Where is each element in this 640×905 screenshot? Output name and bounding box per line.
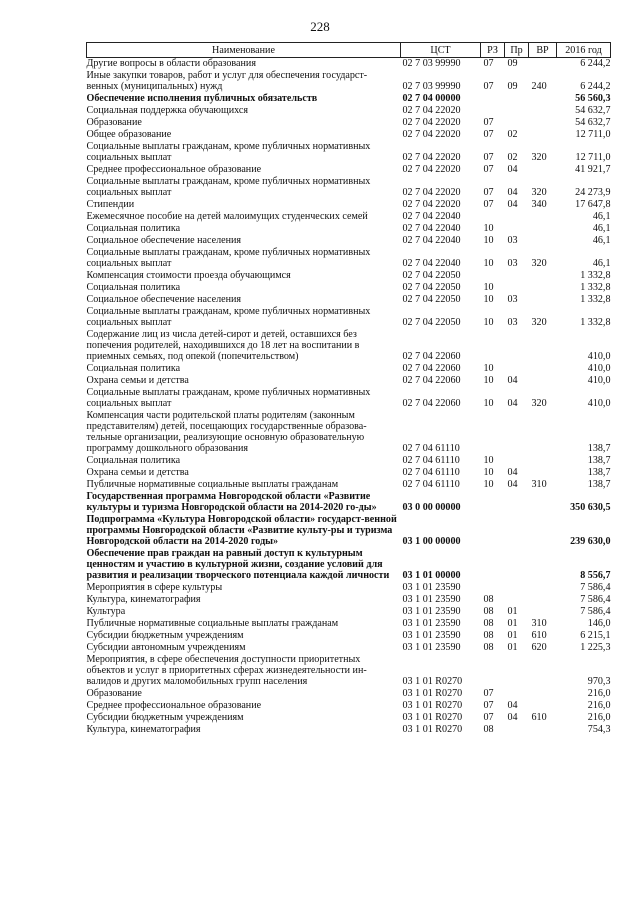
row-amount: 239 630,0 — [570, 536, 611, 547]
row-rz: 07 — [483, 712, 494, 723]
row-vr: 320 — [531, 258, 547, 269]
table-row — [87, 606, 611, 618]
table-row — [87, 211, 611, 223]
row-amount: 54 632,7 — [575, 105, 611, 116]
row-rz — [481, 491, 505, 514]
row-amount: 1 332,8 — [580, 294, 611, 305]
row-name: Государственная программа Новгородской области «Развитие культуры и туризма Новгородской области на 2014-2020 го-ды» — [86, 491, 377, 513]
row-vr — [529, 724, 557, 736]
row-code: 02 7 04 22020 — [402, 164, 461, 175]
row-rz — [481, 548, 505, 582]
row-pr — [505, 211, 529, 223]
row-pr — [505, 410, 529, 455]
row-pr: 04 — [507, 712, 518, 723]
row-vr: 310 — [531, 479, 547, 490]
table-row — [87, 594, 611, 606]
row-rz: 07 — [483, 117, 494, 128]
row-name: Ежемесячное пособие на детей малоимущих студенческих семей — [86, 211, 368, 222]
row-name: Образование — [86, 117, 142, 128]
row-name: Публичные нормативные социальные выплаты гражданам — [86, 479, 339, 490]
row-pr — [505, 594, 529, 606]
table-row — [87, 582, 611, 594]
row-code: 02 7 04 22020 — [402, 152, 461, 163]
row-pr: 04 — [507, 398, 518, 409]
row-name: Обеспечение прав граждан на равный доступ к культурным ценностям и участию в культурной жизни, создание условий для развития и реализации творческого потенциала каждой личности — [86, 548, 390, 581]
header-vr: ВР — [529, 43, 557, 58]
row-code: 02 7 04 22060 — [402, 375, 461, 386]
row-pr: 01 — [507, 630, 518, 641]
row-vr — [529, 329, 557, 363]
row-pr: 02 — [507, 152, 518, 163]
row-amount: 46,1 — [592, 223, 611, 234]
row-code: 02 7 04 22060 — [402, 351, 461, 362]
row-vr — [529, 164, 557, 176]
row-vr — [529, 58, 557, 71]
row-rz: 08 — [483, 606, 494, 617]
row-rz — [481, 514, 505, 548]
row-code: 03 1 01 R0270 — [402, 712, 463, 723]
row-rz — [481, 654, 505, 688]
table-row — [87, 294, 611, 306]
row-amount: 410,0 — [587, 398, 611, 409]
row-vr: 320 — [531, 398, 547, 409]
row-vr — [529, 129, 557, 141]
row-amount: 138,7 — [587, 467, 611, 478]
row-name: Социальная политика — [86, 282, 181, 293]
table-row — [87, 455, 611, 467]
row-name: Социальная политика — [86, 363, 181, 374]
row-amount: 970,3 — [587, 676, 611, 687]
row-amount: 1 332,8 — [580, 317, 611, 328]
row-name: Мероприятия в сфере культуры — [86, 582, 223, 593]
row-rz — [481, 211, 505, 223]
row-name: Культура, кинематография — [86, 724, 201, 735]
row-name: Культура, кинематография — [86, 594, 201, 605]
table-row — [87, 70, 611, 93]
row-pr: 04 — [507, 467, 518, 478]
row-pr — [505, 582, 529, 594]
row-rz: 07 — [483, 152, 494, 163]
row-pr — [505, 223, 529, 235]
row-amount: 138,7 — [587, 479, 611, 490]
row-amount: 146,0 — [587, 618, 611, 629]
row-rz: 10 — [483, 398, 494, 409]
row-amount: 8 556,7 — [580, 570, 611, 581]
row-rz: 07 — [483, 164, 494, 175]
table-row — [87, 141, 611, 164]
row-amount: 410,0 — [587, 351, 611, 362]
row-rz: 10 — [483, 235, 494, 246]
row-amount: 1 332,8 — [580, 282, 611, 293]
row-code: 03 1 01 23590 — [402, 618, 461, 629]
row-vr — [529, 117, 557, 129]
row-vr — [529, 514, 557, 548]
row-code: 02 7 04 22020 — [402, 117, 461, 128]
row-name: Социальные выплаты гражданам, кроме публичных нормативных социальных выплат — [86, 387, 371, 409]
row-name: Социальное обеспечение населения — [86, 235, 242, 246]
table-row — [87, 724, 611, 736]
header-amount: 2016 год — [557, 43, 611, 58]
row-code: 03 1 01 00000 — [402, 570, 461, 581]
row-code: 02 7 04 61110 — [402, 467, 460, 478]
row-vr — [529, 223, 557, 235]
page-number: 228 — [310, 19, 330, 34]
row-rz — [481, 270, 505, 282]
row-rz: 07 — [483, 199, 494, 210]
row-amount: 754,3 — [587, 724, 611, 735]
row-name: Публичные нормативные социальные выплаты гражданам — [86, 618, 339, 629]
table-header-row — [87, 43, 611, 58]
table-row — [87, 282, 611, 294]
row-vr — [529, 548, 557, 582]
row-code: 02 7 04 22020 — [402, 199, 461, 210]
row-pr — [505, 491, 529, 514]
row-code: 03 1 01 23590 — [402, 606, 461, 617]
row-name: Социальные выплаты гражданам, кроме публичных нормативных социальных выплат — [86, 141, 371, 163]
row-amount: 6 244,2 — [580, 81, 611, 92]
table-row — [87, 223, 611, 235]
row-code: 02 7 04 22060 — [402, 398, 461, 409]
row-vr — [529, 211, 557, 223]
row-code: 02 7 04 22040 — [402, 223, 461, 234]
row-vr: 310 — [531, 618, 547, 629]
table-row — [87, 363, 611, 375]
row-vr — [529, 654, 557, 688]
row-vr: 320 — [531, 317, 547, 328]
row-name: Субсидии автономным учреждениям — [86, 642, 246, 653]
row-code: 02 7 04 61110 — [402, 443, 460, 454]
table-row — [87, 306, 611, 329]
row-name: Субсидии бюджетным учреждениям — [86, 630, 244, 641]
row-name: Субсидии бюджетным учреждениям — [86, 712, 244, 723]
row-name: Обеспечение исполнения публичных обязательств — [86, 93, 318, 104]
row-rz: 10 — [483, 455, 494, 466]
row-amount: 56 560,3 — [575, 93, 611, 104]
row-code: 02 7 04 22040 — [402, 211, 461, 222]
row-pr — [505, 329, 529, 363]
row-name: Среднее профессиональное образование — [86, 164, 262, 175]
row-pr — [505, 282, 529, 294]
row-code: 02 7 03 99990 — [402, 81, 461, 92]
row-code: 03 1 00 00000 — [402, 536, 461, 547]
row-pr: 02 — [507, 129, 518, 140]
row-code: 02 7 04 61110 — [402, 479, 460, 490]
row-amount: 17 647,8 — [575, 199, 611, 210]
row-vr — [529, 93, 557, 105]
row-rz: 10 — [483, 375, 494, 386]
row-vr — [529, 410, 557, 455]
row-pr — [505, 455, 529, 467]
row-vr: 610 — [531, 712, 547, 723]
row-code: 02 7 04 22050 — [402, 294, 461, 305]
table-row — [87, 618, 611, 630]
row-name: Мероприятия, в сфере обеспечения доступности приоритетных объектов и услуг в приоритетных сферах жизнедеятельности ин-валидов и других маломобильных групп населения — [86, 654, 367, 687]
table-row — [87, 514, 611, 548]
header-rz: РЗ — [481, 43, 505, 58]
row-name: Содержание лиц из числа детей-сирот и детей, оставшихся без попечения родителей, находившихся до 18 лет на воспитании в приемных семьях, под опекой (попечительством) — [86, 329, 360, 362]
row-pr: 04 — [507, 479, 518, 490]
row-code: 02 7 04 00000 — [402, 93, 461, 104]
row-pr: 03 — [507, 317, 518, 328]
row-name: Охрана семьи и детства — [86, 375, 189, 386]
table-row — [87, 247, 611, 270]
row-vr — [529, 700, 557, 712]
row-vr — [529, 467, 557, 479]
table-row — [87, 654, 611, 688]
row-code: 03 1 01 R0270 — [402, 700, 463, 711]
row-rz: 08 — [483, 642, 494, 653]
row-rz: 08 — [483, 724, 494, 735]
row-vr: 340 — [531, 199, 547, 210]
row-rz: 10 — [483, 479, 494, 490]
row-code: 02 7 04 22020 — [402, 187, 461, 198]
row-pr: 03 — [507, 294, 518, 305]
row-rz: 07 — [483, 688, 494, 699]
table-row — [87, 491, 611, 514]
table-row — [87, 642, 611, 654]
table-row — [87, 375, 611, 387]
row-name: Социальная поддержка обучающихся — [86, 105, 249, 116]
table-row — [87, 93, 611, 105]
row-rz — [481, 329, 505, 363]
row-rz: 07 — [483, 187, 494, 198]
row-rz: 10 — [483, 363, 494, 374]
row-amount: 216,0 — [587, 700, 611, 711]
row-vr — [529, 235, 557, 247]
header-pr: Пр — [505, 43, 529, 58]
table-row — [87, 712, 611, 724]
row-rz: 10 — [483, 258, 494, 269]
table-row — [87, 117, 611, 129]
row-vr: 610 — [531, 630, 547, 641]
row-amount: 410,0 — [587, 375, 611, 386]
row-vr — [529, 363, 557, 375]
row-amount: 138,7 — [587, 443, 611, 454]
row-rz: 10 — [483, 317, 494, 328]
row-rz: 10 — [483, 467, 494, 478]
row-name: Компенсация части родительской платы родителям (законным представителям) детей, посещающих государственные образова-тельные организации, реализующие основную образовательную программу дошкольного образования — [86, 410, 367, 454]
row-pr — [505, 117, 529, 129]
row-rz — [481, 582, 505, 594]
row-amount: 46,1 — [592, 235, 611, 246]
table-row — [87, 235, 611, 247]
row-code: 02 7 04 22050 — [402, 317, 461, 328]
row-code: 02 7 04 22020 — [402, 105, 461, 116]
row-vr — [529, 491, 557, 514]
row-rz: 07 — [483, 58, 494, 69]
row-vr: 240 — [531, 81, 547, 92]
row-vr — [529, 455, 557, 467]
row-name: Социальные выплаты гражданам, кроме публичных нормативных социальных выплат — [86, 306, 371, 328]
row-code: 02 7 04 61110 — [402, 455, 460, 466]
header-code: ЦСТ — [401, 43, 481, 58]
row-amount: 7 586,4 — [580, 606, 611, 617]
row-name: Охрана семьи и детства — [86, 467, 189, 478]
table-row — [87, 630, 611, 642]
table-row — [87, 176, 611, 199]
table-row — [87, 479, 611, 491]
row-code: 02 7 04 22040 — [402, 258, 461, 269]
row-amount: 410,0 — [587, 363, 611, 374]
table-row — [87, 467, 611, 479]
row-rz — [481, 410, 505, 455]
row-amount: 24 273,9 — [575, 187, 611, 198]
row-rz — [481, 105, 505, 117]
row-amount: 350 630,5 — [570, 502, 611, 513]
row-pr: 01 — [507, 606, 518, 617]
row-vr — [529, 270, 557, 282]
row-amount: 7 586,4 — [580, 582, 611, 593]
row-vr — [529, 606, 557, 618]
row-name: Другие вопросы в области образования — [86, 58, 256, 69]
row-pr — [505, 93, 529, 105]
row-pr: 04 — [507, 375, 518, 386]
row-rz: 10 — [483, 282, 494, 293]
row-vr — [529, 375, 557, 387]
table-row — [87, 105, 611, 117]
row-code: 03 1 01 23590 — [402, 594, 461, 605]
table-row — [87, 410, 611, 455]
row-amount: 138,7 — [587, 455, 611, 466]
row-code: 03 1 01 23590 — [402, 630, 461, 641]
row-name: Культура — [86, 606, 126, 617]
row-vr — [529, 294, 557, 306]
table-row — [87, 700, 611, 712]
row-pr: 03 — [507, 235, 518, 246]
row-name: Социальное обеспечение населения — [86, 294, 242, 305]
row-amount: 216,0 — [587, 688, 611, 699]
row-amount: 54 632,7 — [575, 117, 611, 128]
row-code: 03 1 01 R0270 — [402, 688, 463, 699]
table-row — [87, 329, 611, 363]
row-rz: 10 — [483, 223, 494, 234]
row-name: Социальная политика — [86, 455, 181, 466]
row-amount: 1 225,3 — [580, 642, 611, 653]
row-pr: 04 — [507, 187, 518, 198]
row-code: 03 1 01 23590 — [402, 582, 461, 593]
row-vr: 320 — [531, 152, 547, 163]
row-vr: 620 — [531, 642, 547, 653]
row-name: Социальная политика — [86, 223, 181, 234]
row-vr — [529, 594, 557, 606]
row-pr: 03 — [507, 258, 518, 269]
row-vr — [529, 582, 557, 594]
row-pr — [505, 270, 529, 282]
row-amount: 1 332,8 — [580, 270, 611, 281]
row-rz — [481, 93, 505, 105]
row-name: Общее образование — [86, 129, 172, 140]
table-row — [87, 199, 611, 211]
table-row — [87, 129, 611, 141]
row-rz: 08 — [483, 630, 494, 641]
row-code: 02 7 04 22040 — [402, 235, 461, 246]
row-rz: 10 — [483, 294, 494, 305]
row-pr: 01 — [507, 618, 518, 629]
row-pr — [505, 548, 529, 582]
table-body — [87, 58, 611, 737]
table-row — [87, 387, 611, 410]
row-pr — [505, 514, 529, 548]
row-name: Социальные выплаты гражданам, кроме публичных нормативных социальных выплат — [86, 247, 371, 269]
row-vr — [529, 105, 557, 117]
table-row — [87, 548, 611, 582]
table-row — [87, 688, 611, 700]
table-row — [87, 58, 611, 71]
row-name: Иные закупки товаров, работ и услуг для обеспечения государст-венных (муниципальных) нужд — [86, 70, 368, 92]
row-vr — [529, 282, 557, 294]
row-name: Среднее профессиональное образование — [86, 700, 262, 711]
row-vr: 320 — [531, 187, 547, 198]
budget-table — [86, 42, 611, 736]
row-pr: 04 — [507, 199, 518, 210]
row-vr — [529, 688, 557, 700]
header-name: Наименование — [87, 43, 401, 58]
row-code: 02 7 04 22060 — [402, 363, 461, 374]
row-rz: 08 — [483, 618, 494, 629]
row-amount: 7 586,4 — [580, 594, 611, 605]
row-pr — [505, 724, 529, 736]
table-row — [87, 270, 611, 282]
row-rz: 07 — [483, 129, 494, 140]
row-code: 02 7 04 22020 — [402, 129, 461, 140]
row-code: 03 1 01 23590 — [402, 642, 461, 653]
row-code: 02 7 04 22050 — [402, 270, 461, 281]
row-name: Компенсация стоимости проезда обучающимся — [86, 270, 291, 281]
row-pr — [505, 654, 529, 688]
row-amount: 41 921,7 — [575, 164, 611, 175]
row-pr: 09 — [507, 58, 518, 69]
row-amount: 12 711,0 — [575, 129, 611, 140]
row-code: 02 7 04 22050 — [402, 282, 461, 293]
row-pr: 01 — [507, 642, 518, 653]
row-name: Социальные выплаты гражданам, кроме публичных нормативных социальных выплат — [86, 176, 371, 198]
row-pr — [505, 363, 529, 375]
row-pr: 04 — [507, 164, 518, 175]
row-amount: 46,1 — [592, 211, 611, 222]
row-rz: 08 — [483, 594, 494, 605]
row-name: Подпрограмма «Культура Новгородской области» государст-венной программы Новгородской области «Развитие культу-ры и туризма Новгородской области на 2014-2020 годы» — [86, 514, 397, 547]
row-pr — [505, 688, 529, 700]
row-pr — [505, 105, 529, 117]
row-code: 03 1 01 R0270 — [402, 724, 463, 735]
row-pr: 09 — [507, 81, 518, 92]
row-amount: 216,0 — [587, 712, 611, 723]
row-amount: 6 215,1 — [580, 630, 611, 641]
row-code: 03 1 01 R0270 — [402, 676, 463, 687]
table-row — [87, 164, 611, 176]
row-pr: 04 — [507, 700, 518, 711]
row-code: 03 0 00 00000 — [402, 502, 461, 513]
row-amount: 6 244,2 — [580, 58, 611, 69]
row-name: Стипендии — [86, 199, 135, 210]
row-rz: 07 — [483, 81, 494, 92]
row-amount: 12 711,0 — [575, 152, 611, 163]
row-code: 02 7 03 99990 — [402, 58, 461, 69]
row-name: Образование — [86, 688, 142, 699]
row-rz: 07 — [483, 700, 494, 711]
row-amount: 46,1 — [592, 258, 611, 269]
